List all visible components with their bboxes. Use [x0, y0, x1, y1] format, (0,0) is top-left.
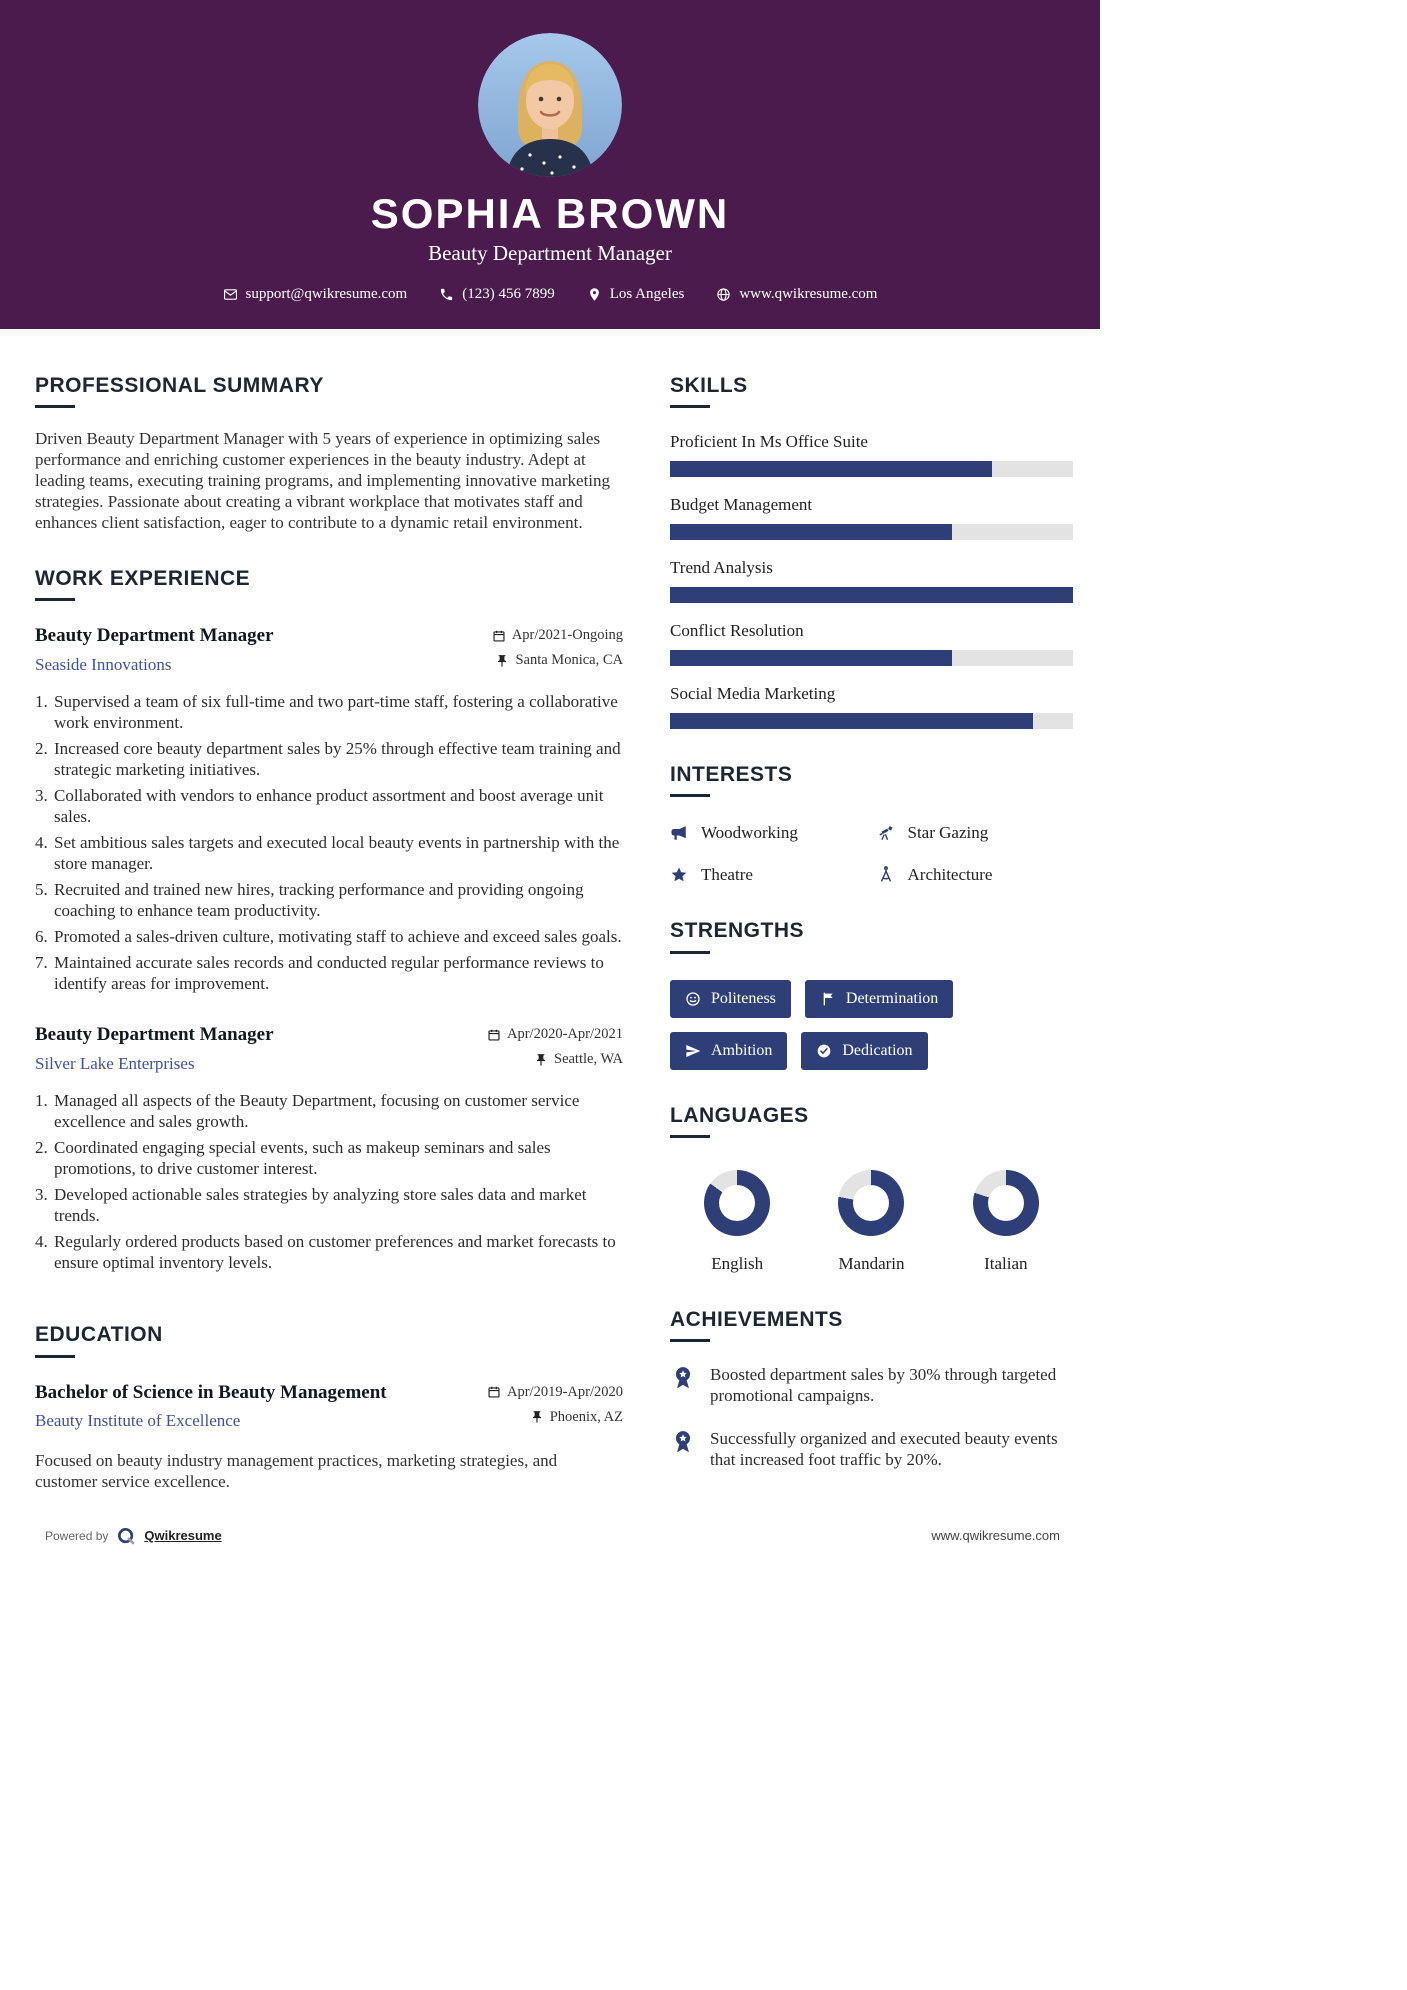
summary-heading: PROFESSIONAL SUMMARY — [35, 374, 324, 398]
job-entry — [35, 625, 623, 994]
language-label: Italian — [984, 1253, 1028, 1273]
degree-title: Bachelor of Science in Beauty Management — [35, 1381, 387, 1403]
strength-label: Ambition — [711, 1041, 773, 1059]
heading-rule — [670, 1339, 710, 1342]
section-languages — [670, 1104, 1073, 1274]
strength-label: Dedication — [842, 1041, 913, 1059]
language-donut-chart — [838, 1170, 904, 1236]
skill-name: Social Media Marketing — [670, 684, 836, 704]
education-entry — [35, 1382, 623, 1492]
job-bullet: 3. Developed actionable sales strategies by analyzing store sales data and market trends. — [52, 1184, 623, 1226]
contact-location — [587, 286, 685, 303]
calendar-icon — [492, 629, 506, 643]
job-location — [487, 1051, 623, 1068]
header — [0, 0, 1100, 329]
section-work-experience — [35, 567, 623, 1273]
megaphone-icon — [670, 824, 688, 842]
telescope-icon — [877, 824, 895, 842]
heading-rule — [35, 1355, 75, 1358]
smiley-icon — [685, 991, 701, 1007]
strength-chip — [670, 980, 791, 1018]
job-title: Beauty Department Manager — [35, 625, 274, 647]
map-pin-icon — [587, 287, 602, 302]
job-header — [35, 1024, 623, 1076]
check-circle-icon — [816, 1043, 832, 1059]
pushpin-icon — [530, 1410, 544, 1424]
interests-heading: INTERESTS — [670, 763, 793, 787]
flag-icon — [820, 991, 836, 1007]
powered-by-label: Powered by — [45, 1528, 109, 1543]
skill-bar-fill — [670, 524, 952, 540]
language-label: Mandarin — [838, 1253, 905, 1273]
job-dates — [487, 1026, 623, 1043]
interest-label: Architecture — [907, 865, 993, 885]
job-bullet: 2. Increased core beauty department sales by 25% through effective team training and strategic marketing initiatives. — [52, 738, 623, 780]
heading-rule — [670, 951, 710, 954]
language-item — [939, 1170, 1073, 1274]
job-location-text: Santa Monica, CA — [515, 652, 623, 669]
strength-chip — [805, 980, 953, 1018]
achievement-item — [670, 1428, 1073, 1470]
strengths-heading: STRENGTHS — [670, 919, 805, 943]
star-icon — [670, 866, 688, 884]
achievement-text: Boosted department sales by 30% through targeted promotional campaigns. — [710, 1364, 1057, 1405]
contact-email-text: support@qwikresume.com — [245, 286, 408, 303]
job-bullet: 1. Supervised a team of six full-time and two part-time staff, fostering a collaborative work environment. — [52, 691, 623, 733]
section-interests — [670, 763, 1073, 885]
strength-chip — [801, 1032, 927, 1070]
education-dates-text: Apr/2019-Apr/2020 — [507, 1383, 623, 1400]
job-bullet: 2. Coordinated engaging special events, such as makeup seminars and sales promotions, to drive customer interest. — [52, 1137, 623, 1179]
job-bullet-list — [35, 1090, 623, 1273]
skill-name: Budget Management — [670, 495, 813, 515]
skill-item — [670, 558, 1073, 603]
language-item — [804, 1170, 938, 1274]
achievement-text: Successfully organized and executed beauty events that increased foot traffic by 20%. — [710, 1428, 1058, 1469]
language-item — [670, 1170, 804, 1274]
language-label: English — [711, 1253, 764, 1273]
job-location — [492, 652, 623, 669]
education-dates — [487, 1384, 623, 1401]
interest-label: Star Gazing — [907, 823, 989, 843]
language-donut-chart — [973, 1170, 1039, 1236]
heading-rule — [35, 598, 75, 601]
job-bullet-list — [35, 691, 623, 994]
medal-icon — [670, 1429, 696, 1455]
pushpin-icon — [495, 654, 509, 668]
globe-icon — [716, 287, 731, 302]
left-column — [35, 374, 623, 1525]
skill-bar — [670, 650, 1073, 666]
job-bullet: 6. Promoted a sales-driven culture, motivating staff to achieve and exceed sales goals. — [52, 926, 623, 947]
education-description: Focused on beauty industry management practices, marketing strategies, and customer service excellence. — [35, 1450, 558, 1491]
powered-by-block — [45, 1526, 222, 1546]
interest-item — [670, 865, 867, 885]
experience-heading: WORK EXPERIENCE — [35, 567, 251, 591]
languages-heading: LANGUAGES — [670, 1103, 809, 1127]
pushpin-icon — [534, 1053, 548, 1067]
section-education — [35, 1323, 623, 1491]
interest-label: Theatre — [701, 865, 753, 885]
achievement-item — [670, 1364, 1073, 1406]
job-dates — [492, 627, 623, 644]
qwikresume-logo — [116, 1526, 136, 1546]
education-location — [487, 1409, 623, 1426]
compass-icon — [877, 866, 895, 884]
right-column — [670, 374, 1073, 1504]
interest-item — [877, 865, 1074, 885]
interest-item — [877, 823, 1074, 843]
education-header — [35, 1382, 623, 1434]
skill-bar — [670, 587, 1073, 603]
achievements-heading: ACHIEVEMENTS — [670, 1307, 843, 1331]
job-location-text: Seattle, WA — [554, 1051, 623, 1068]
skill-bar-fill — [670, 461, 992, 477]
skill-bar-fill — [670, 713, 1033, 729]
job-bullet: 3. Collaborated with vendors to enhance product assortment and boost average unit sales. — [52, 785, 623, 827]
envelope-icon — [223, 287, 238, 302]
heading-rule — [670, 1135, 710, 1138]
skill-bar — [670, 524, 1073, 540]
contact-location-text: Los Angeles — [609, 286, 685, 303]
section-skills — [670, 374, 1073, 729]
strength-chip — [670, 1032, 787, 1070]
achievements-list — [670, 1364, 1073, 1470]
contact-website[interactable] — [716, 286, 877, 303]
job-company: Seaside Innovations — [35, 655, 172, 675]
heading-rule — [35, 405, 75, 408]
strengths-list — [670, 980, 1073, 1070]
phone-icon — [439, 287, 454, 302]
calendar-icon — [487, 1028, 501, 1042]
body-columns — [0, 329, 1100, 1525]
summary-text: Driven Beauty Department Manager with 5 years of experience in optimizing sales performance and enriching customer experiences in the beauty industry. Adept at leading teams, executing training programs, and implementing innovative marketing strategies. Passionate about creating a vibrant workplace that motivates staff and enhances client satisfaction, eager to contribute to a dynamic retail environment. — [35, 429, 611, 533]
education-meta — [487, 1382, 623, 1434]
school-name: Beauty Institute of Excellence — [35, 1411, 241, 1431]
job-title-block — [35, 1024, 274, 1074]
job-title-block — [35, 625, 274, 675]
contact-phone — [439, 286, 555, 303]
skill-item — [670, 621, 1073, 666]
paper-plane-icon — [685, 1043, 701, 1059]
skill-name: Conflict Resolution — [670, 621, 804, 641]
education-location-text: Phoenix, AZ — [549, 1408, 623, 1425]
page-footer — [0, 1526, 1100, 1580]
contact-row — [0, 286, 1100, 303]
strength-label: Determination — [845, 989, 939, 1007]
contact-email[interactable] — [223, 286, 408, 303]
job-company: Silver Lake Enterprises — [35, 1054, 195, 1074]
skill-item — [670, 432, 1073, 477]
skill-item — [670, 684, 1073, 729]
strength-label: Politeness — [711, 989, 776, 1007]
skill-name: Proficient In Ms Office Suite — [670, 432, 868, 452]
skills-list — [670, 432, 1073, 729]
calendar-icon — [487, 1385, 501, 1399]
section-professional-summary — [35, 374, 623, 533]
skill-item — [670, 495, 1073, 540]
skill-bar-fill — [670, 650, 952, 666]
skill-bar — [670, 461, 1073, 477]
medal-icon — [670, 1365, 696, 1391]
job-bullet: 1. Managed all aspects of the Beauty Department, focusing on customer service excellence and sales growth. — [52, 1090, 623, 1132]
job-entry — [35, 1024, 623, 1273]
skill-bar — [670, 713, 1073, 729]
qwikresume-brand-link[interactable]: Qwikresume — [144, 1528, 222, 1544]
heading-rule — [670, 794, 710, 797]
heading-rule — [670, 405, 710, 408]
interest-item — [670, 823, 867, 843]
education-title-block — [35, 1382, 387, 1432]
job-bullet: 5. Recruited and trained new hires, tracking performance and providing ongoing coaching to enhance team productivity. — [52, 879, 623, 921]
job-bullet: 4. Regularly ordered products based on customer preferences and market forecasts to ensure optimal inventory levels. — [52, 1231, 623, 1273]
footer-website-link[interactable]: www.qwikresume.com — [931, 1528, 1060, 1544]
job-header — [35, 625, 623, 677]
languages-list — [670, 1170, 1073, 1274]
interest-label: Woodworking — [701, 823, 798, 843]
contact-phone-text: (123) 456 7899 — [462, 286, 555, 303]
language-donut-chart — [704, 1170, 770, 1236]
job-dates-text: Apr/2021-Ongoing — [511, 627, 623, 644]
job-meta — [492, 625, 623, 677]
interests-grid — [670, 823, 1073, 885]
job-title: Beauty Department Manager — [35, 1024, 274, 1046]
job-dates-text: Apr/2020-Apr/2021 — [507, 1026, 623, 1043]
section-strengths — [670, 919, 1073, 1069]
contact-website-text: www.qwikresume.com — [739, 286, 878, 303]
education-heading: EDUCATION — [35, 1323, 163, 1347]
candidate-title: Beauty Department Manager — [428, 241, 672, 265]
job-meta — [487, 1024, 623, 1076]
skills-heading: SKILLS — [670, 374, 748, 398]
skill-bar-fill — [670, 587, 1073, 603]
job-bullet: 7. Maintained accurate sales records and conducted regular performance reviews to identify areas for improvement. — [52, 952, 623, 994]
job-bullet: 4. Set ambitious sales targets and executed local beauty events in partnership with the store manager. — [52, 832, 623, 874]
section-achievements — [670, 1308, 1073, 1470]
profile-photo — [478, 33, 622, 177]
candidate-name: SOPHIA BROWN — [370, 190, 730, 237]
skill-name: Trend Analysis — [670, 558, 773, 578]
